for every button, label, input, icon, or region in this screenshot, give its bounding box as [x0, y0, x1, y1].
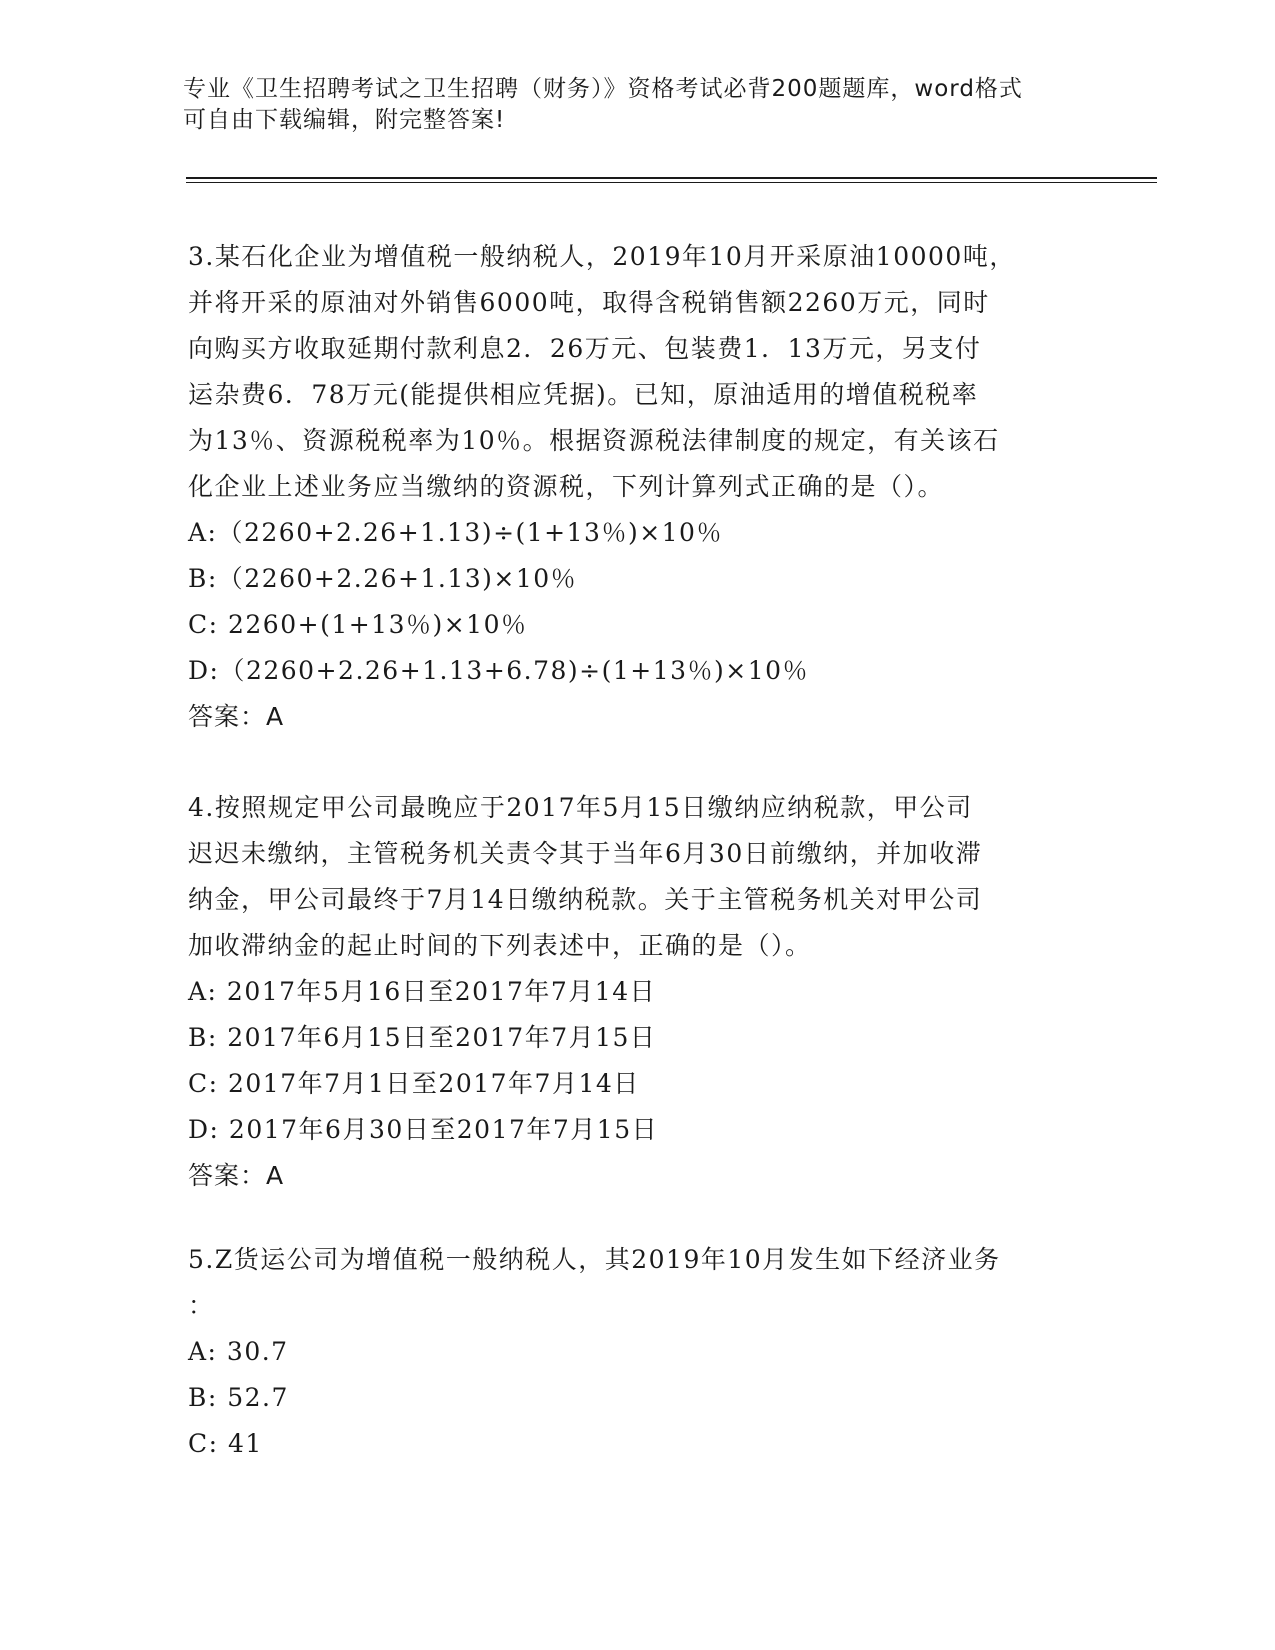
- question-text-line: 4.按照规定甲公司最晚应于2017年5月15日缴纳应纳税款，甲公司: [188, 793, 973, 822]
- option-b: B: 2017年6月15日至2017年7月15日: [188, 1023, 657, 1052]
- question-text-line: 5.Z货运公司为增值税一般纳税人，其2019年10月发生如下经济业务: [188, 1245, 1001, 1274]
- question-text-line: 纳金，甲公司最终于7月14日缴纳税款。关于主管税务机关对甲公司: [188, 885, 983, 914]
- header-divider-thin: [186, 182, 1157, 183]
- question-3: [188, 234, 1088, 740]
- answer: 答案：A: [188, 1161, 285, 1190]
- question-text-line: 为13％、资源税税率为10％。根据资源税法律制度的规定，有关该石: [188, 426, 1000, 455]
- question-4: [188, 785, 1088, 1199]
- header-line: 可自由下载编辑，附完整答案!: [183, 107, 506, 133]
- header-line: 专业《卫生招聘考试之卫生招聘（财务）》资格考试必背200题题库，word格式: [183, 76, 1023, 102]
- option-a: A: 2017年5月16日至2017年7月14日: [188, 977, 657, 1006]
- option-c: C: 2017年7月1日至2017年7月14日: [188, 1069, 640, 1098]
- question-text-line: ：: [188, 1291, 215, 1320]
- question-text-line: 运杂费6．78万元(能提供相应凭据)。已知，原油适用的增值税税率: [188, 380, 979, 409]
- question-text-line: 向购买方收取延期付款利息2．26万元、包装费1．13万元，另支付: [188, 334, 982, 363]
- question-text-line: 化企业上述业务应当缴纳的资源税，下列计算列式正确的是（）。: [188, 472, 945, 501]
- question-5: [188, 1237, 1088, 1467]
- option-d: D: 2017年6月30日至2017年7月15日: [188, 1115, 659, 1144]
- option-c: C: 2260+(1+13％)×10％: [188, 610, 528, 639]
- question-text-line: 并将开采的原油对外销售6000吨，取得含税销售额2260万元，同时: [188, 288, 990, 317]
- header-divider-thick: [186, 177, 1157, 179]
- option-c: C: 41: [188, 1429, 263, 1458]
- option-a: A: 30.7: [188, 1337, 289, 1366]
- option-d: D:（2260+2.26+1.13+6.78)÷(1+13％)×10％: [188, 656, 810, 685]
- question-text-line: 迟迟未缴纳，主管税务机关责令其于当年6月30日前缴纳，并加收滞: [188, 839, 983, 868]
- answer: 答案：A: [188, 702, 285, 731]
- option-a: A:（2260+2.26+1.13)÷(1+13％)×10％: [188, 518, 723, 547]
- document-header: [183, 74, 1063, 136]
- question-text-line: 3.某石化企业为增值税一般纳税人，2019年10月开采原油10000吨，: [188, 242, 1016, 271]
- option-b: B: 52.7: [188, 1383, 289, 1412]
- question-text-line: 加收滞纳金的起止时间的下列表述中，正确的是（）。: [188, 931, 812, 960]
- option-b: B:（2260+2.26+1.13)×10％: [188, 564, 578, 593]
